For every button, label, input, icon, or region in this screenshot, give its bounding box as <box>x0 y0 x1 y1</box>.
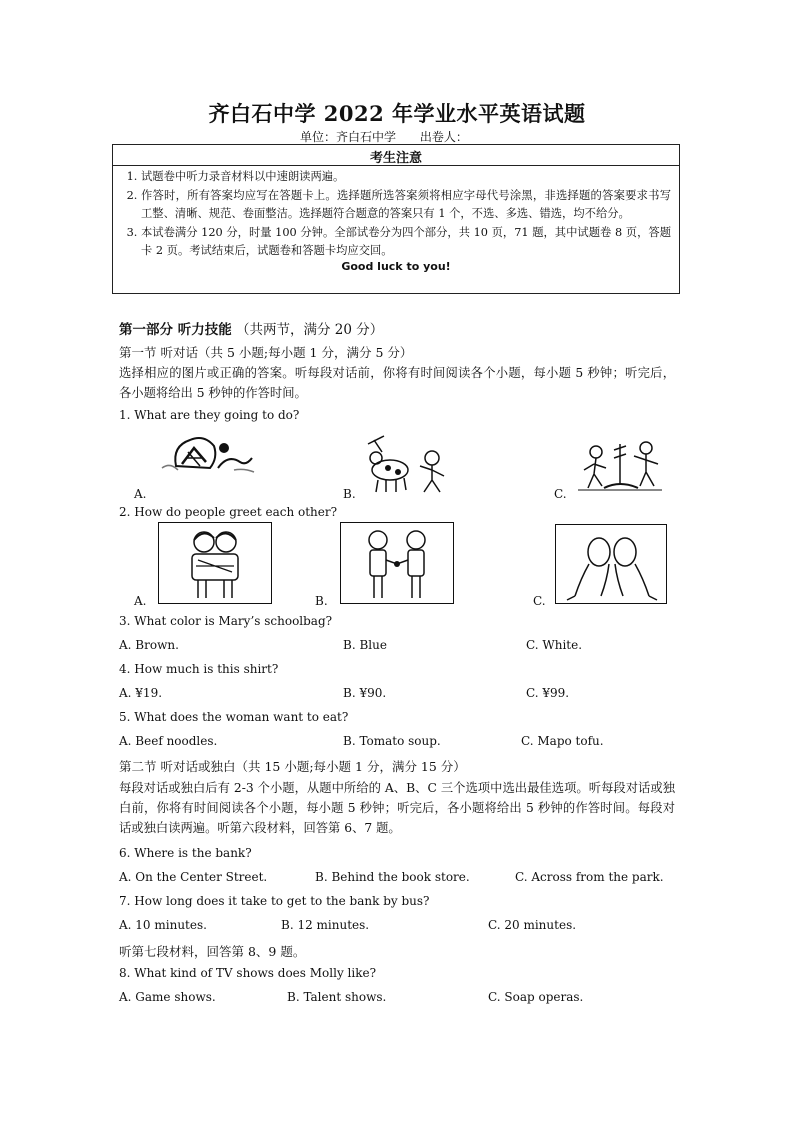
question-7: 7. How long does it take to get to the bank by bus? <box>119 894 430 908</box>
notice-list <box>113 168 679 261</box>
q7-option-b: B. 12 minutes. <box>281 918 370 932</box>
picture-bowing <box>555 524 667 604</box>
q3-options <box>119 638 679 654</box>
q8-options <box>119 990 679 1006</box>
q1-option-b: B. <box>343 487 356 501</box>
q7-option-a: A. 10 minutes. <box>119 918 207 932</box>
picture-cleaning-sketch <box>158 428 258 478</box>
q3-option-a: A. Brown. <box>119 638 179 652</box>
author-label: 出卷人： <box>419 130 468 144</box>
picture-shaking-hands <box>340 522 454 604</box>
q6-option-c: C. Across from the park. <box>515 870 664 884</box>
question-4: 4. How much is this shirt? <box>119 662 279 676</box>
q5-options <box>119 734 679 750</box>
q3-option-b: B. Blue <box>343 638 387 652</box>
picture-hugging <box>158 522 272 604</box>
q4-options <box>119 686 679 702</box>
q4-option-a: A. ¥19. <box>119 686 163 700</box>
section1-title: 第一节 听对话（共 5 小题;每小题 1 分，满分 5 分） <box>119 345 413 360</box>
q5-option-a: A. Beef noodles. <box>119 734 218 748</box>
section2-instruction-2: 听第七段材料，回答第 8、9 题。 <box>119 944 306 959</box>
q8-option-c: C. Soap operas. <box>488 990 584 1004</box>
q4-option-b: B. ¥90. <box>343 686 387 700</box>
question-2: 2. How do people greet each other? <box>119 505 338 519</box>
notice-title: 考生注意 <box>113 145 679 166</box>
q1-option-c: C. <box>554 487 567 501</box>
q8-option-b: B. Talent shows. <box>287 990 387 1004</box>
exam-subtitle <box>300 128 488 145</box>
section2-title: 第二节 听对话或独白（共 15 小题;每小题 1 分，满分 15 分） <box>119 759 466 774</box>
question-8: 8. What kind of TV shows does Molly like? <box>119 966 377 980</box>
q5-option-c: C. Mapo tofu. <box>521 734 604 748</box>
picture-planting-trees <box>574 436 666 494</box>
q2-option-b: B. <box>315 594 328 608</box>
good-luck-text: Good luck to you! <box>341 259 451 273</box>
q6-option-a: A. On the Center Street. <box>119 870 268 884</box>
question-5: 5. What does the woman want to eat? <box>119 710 349 724</box>
q2-option-c: C. <box>533 594 546 608</box>
q6-option-b: B. Behind the book store. <box>315 870 470 884</box>
section1-instructions: 选择相应的图片或正确的答案。听每段对话前，你将有时间阅读各个小题，每小题 5 秒钟；听完后，各小题将给出 5 秒钟的作答时间。 <box>119 366 675 400</box>
page-title: 齐白石中学 2022 年学业水平英语试题 <box>208 101 586 126</box>
part1-score: （共两节，满分 20 分） <box>236 322 384 338</box>
q3-option-c: C. White. <box>526 638 583 652</box>
q8-option-a: A. Game shows. <box>119 990 216 1004</box>
question-1: 1. What are they going to do? <box>119 408 300 422</box>
q5-option-b: B. Tomato soup. <box>343 734 441 748</box>
notice-box <box>112 144 680 294</box>
q1-option-a: A. <box>134 487 147 501</box>
question-6: 6. Where is the bank? <box>119 846 252 860</box>
part1-heading <box>119 318 383 338</box>
section2-instructions: 每段对话或独白后有 2-3 个小题，从题中所给的 A、B、C 三个选项中选出最佳选项。听每段对话或独白前，你将有时间阅读各个小题，每小题 5 秒钟；听完后，各小题将给出 5 秒钟的作答时间。每段对话或独白读两遍。听第六段材料，回答第 6、7 题。 <box>119 781 675 835</box>
question-3: 3. What color is Mary’s schoolbag? <box>119 614 333 628</box>
part1-title: 第一部分 听力技能 <box>119 322 232 338</box>
unit-label: 单位：齐白石中学 <box>300 130 397 144</box>
q4-option-c: C. ¥99. <box>526 686 570 700</box>
q7-options <box>119 918 679 934</box>
q7-option-c: C. 20 minutes. <box>488 918 577 932</box>
picture-boy-with-dog <box>362 432 456 496</box>
notice-item: 3. 本试卷满分 120 分，时量 100 分钟。全部试卷分为四个部分，共 10 页，71 题，其中试题卷 8 页，答题卡 2 页。考试结束后，试题卷和答题卡均应交回。 <box>141 224 671 261</box>
q6-options <box>119 870 679 886</box>
notice-item: 1. 试题卷中听力录音材料以中速朗读两遍。 <box>141 168 671 187</box>
q2-option-a: A. <box>134 594 147 608</box>
notice-item: 2. 作答时，所有答案均应写在答题卡上。选择题所选答案须将相应字母代号涂黑，非选择题的答案要求书写工整、清晰、规范、卷面整洁。选择题符合题意的答案只有 1 个，不选、多选、错选，均不给分。 <box>141 187 671 224</box>
